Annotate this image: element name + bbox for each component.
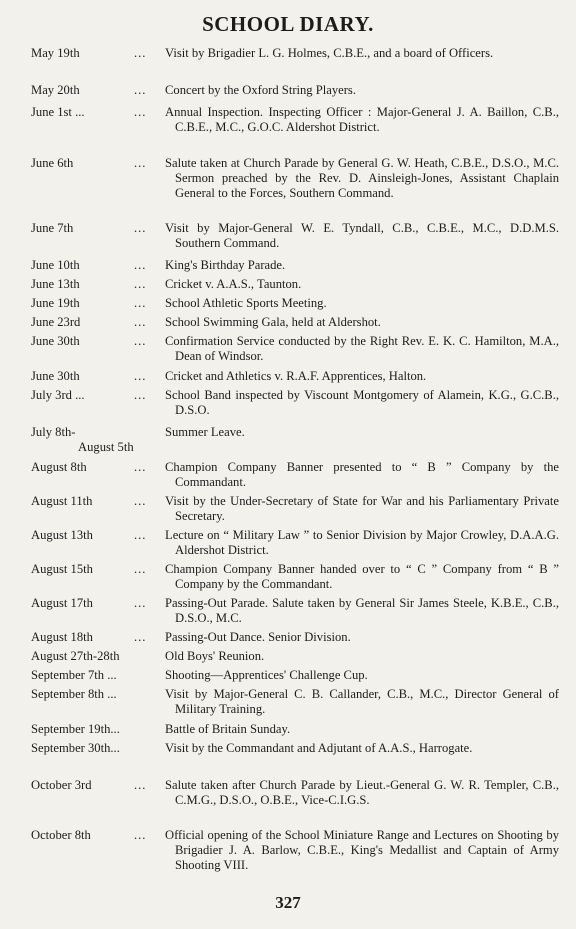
entry-leader-dots: ... [134,277,147,291]
entry-description: Cricket and Athletics v. R.A.F. Apprentices, Halton. [165,369,427,383]
entry-leader-dots: ... [134,828,147,842]
entry-date: August 18th [31,630,93,644]
entry-leader-dots: ... [134,596,147,610]
entry-description: Visit by the Under-Secretary of State for War and his Parliamentary Private Secretary. [165,494,559,523]
entry-description: Visit by Brigadier L. G. Holmes, C.B.E., and a board of Officers. [165,46,494,60]
diary-entry [0,105,576,156]
entry-description: Champion Company Banner handed over to “ C ” Company from “ B ” Company by the Commandant. [165,562,559,591]
diary-entry [0,460,576,494]
entry-date: May 20th [31,83,80,97]
entry-date: June 1st ... [31,105,85,119]
entry-date: June 6th [31,156,74,170]
entry-date: August 11th [31,494,93,508]
diary-entry [0,668,576,687]
diary-entry [0,258,576,277]
entry-date: June 30th [31,369,80,383]
diary-entry [0,334,576,369]
entry-description: Visit by the Commandant and Adjutant of A.A.S., Harrogate. [165,741,473,755]
entry-leader-dots: ... [134,460,147,474]
entry-description: Salute taken at Church Parade by General G. W. Heath, C.B.E., D.S.O., M.C. Sermon preached by the Rev. D. Ainsleigh-Jones, Assistant Chaplain General to the Forces, Southern Command. [165,156,559,200]
diary-entry [0,778,576,828]
diary-entry [0,741,576,778]
diary-entry [0,296,576,315]
diary-entry [0,369,576,388]
entry-date: August 15th [31,562,93,576]
entry-leader-dots: ... [134,315,147,329]
entry-date: August 13th [31,528,93,542]
entry-leader-dots: ... [134,221,147,235]
diary-entry [0,828,576,890]
diary-entry [0,315,576,334]
entry-description: Salute taken after Church Parade by Lieut.-General G. W. R. Templer, C.B., C.M.G., D.S.O., O.B.E., Vice-C.I.G.S. [165,778,559,807]
entry-date: June 23rd [31,315,81,329]
entry-date: October 8th [31,828,91,842]
entry-date: June 10th [31,258,80,272]
entry-description: Official opening of the School Miniature Range and Lectures on Shooting by Brigadier J. A. Barlow, C.B.E., King's Medallist and Captain of Army Shooting VIII. [165,828,559,872]
diary-entries [0,46,576,890]
entry-description: Visit by Major-General C. B. Callander, C.B., M.C., Director General of Military Training. [165,687,559,716]
entry-description: Summer Leave. [165,425,245,439]
entry-leader-dots: ... [134,562,147,576]
diary-entry [0,83,576,105]
entry-leader-dots: ... [134,296,147,310]
entry-date: September 7th ... [31,668,117,682]
entry-leader-dots: ... [134,388,147,402]
diary-entry [0,596,576,630]
entry-description: Confirmation Service conducted by the Right Rev. E. K. C. Hamilton, M.A., Dean of Windsor. [165,334,559,363]
entry-date: August 8th [31,460,87,474]
entry-date: June 30th [31,334,80,348]
diary-entry [0,425,576,460]
diary-entry [0,687,576,722]
entry-description: Passing-Out Parade. Salute taken by General Sir James Steele, K.B.E., C.B., D.S.O., M.C. [165,596,559,625]
entry-date: August 27th-28th [31,649,120,663]
entry-date: June 13th [31,277,80,291]
entry-date: September 30th... [31,741,120,755]
entry-description: School Band inspected by Viscount Montgomery of Alamein, K.G., G.C.B., D.S.O. [165,388,559,417]
entry-description: Concert by the Oxford String Players. [165,83,356,97]
entry-date-continued: August 5th [78,440,134,454]
entry-leader-dots: ... [134,105,147,119]
entry-leader-dots: ... [134,528,147,542]
entry-leader-dots: ... [134,369,147,383]
diary-entry [0,630,576,649]
entry-description: Old Boys' Reunion. [165,649,265,663]
entry-date: July 3rd ... [31,388,85,402]
diary-entry [0,388,576,425]
entry-date: June 7th [31,221,74,235]
diary-entry [0,722,576,741]
diary-entry [0,221,576,258]
entry-leader-dots: ... [134,494,147,508]
entry-leader-dots: ... [134,46,147,60]
entry-leader-dots: ... [134,83,147,97]
entry-description: School Athletic Sports Meeting. [165,296,327,310]
diary-entry [0,46,576,83]
entry-date: May 19th [31,46,80,60]
entry-date: October 3rd [31,778,92,792]
entry-date: August 17th [31,596,93,610]
entry-leader-dots: ... [134,778,147,792]
diary-entry [0,277,576,296]
entry-leader-dots: ... [134,630,147,644]
entry-description: Champion Company Banner presented to “ B ” Company by the Commandant. [165,460,559,489]
entry-date: September 8th ... [31,687,117,701]
entry-description: Visit by Major-General W. E. Tyndall, C.B., C.B.E., M.C., D.D.M.S. Southern Command. [165,221,559,250]
entry-description: Passing-Out Dance. Senior Division. [165,630,351,644]
page-title: SCHOOL DIARY. [202,12,374,36]
entry-description: Annual Inspection. Inspecting Officer : Major-General J. A. Baillon, C.B., C.B.E., M.C., G.O.C. Aldershot District. [165,105,559,134]
diary-entry [0,562,576,596]
entry-leader-dots: ... [134,334,147,348]
entry-leader-dots: ... [134,258,147,272]
entry-description: Lecture on “ Military Law ” to Senior Division by Major Crowley, D.A.A.G. Aldershot District. [165,528,559,557]
entry-description: Cricket v. A.A.S., Taunton. [165,277,302,291]
entry-description: Battle of Britain Sunday. [165,722,291,736]
entry-date: September 19th... [31,722,120,736]
entry-date: June 19th [31,296,80,310]
entry-description: Shooting—Apprentices' Challenge Cup. [165,668,368,682]
diary-entry [0,156,576,221]
entry-leader-dots: ... [134,156,147,170]
diary-entry [0,649,576,668]
diary-entry [0,494,576,528]
entry-description: School Swimming Gala, held at Aldershot. [165,315,381,329]
page-number: 327 [275,893,301,912]
entry-description: King's Birthday Parade. [165,258,286,272]
diary-entry [0,528,576,562]
entry-date: July 8th- [31,425,76,439]
